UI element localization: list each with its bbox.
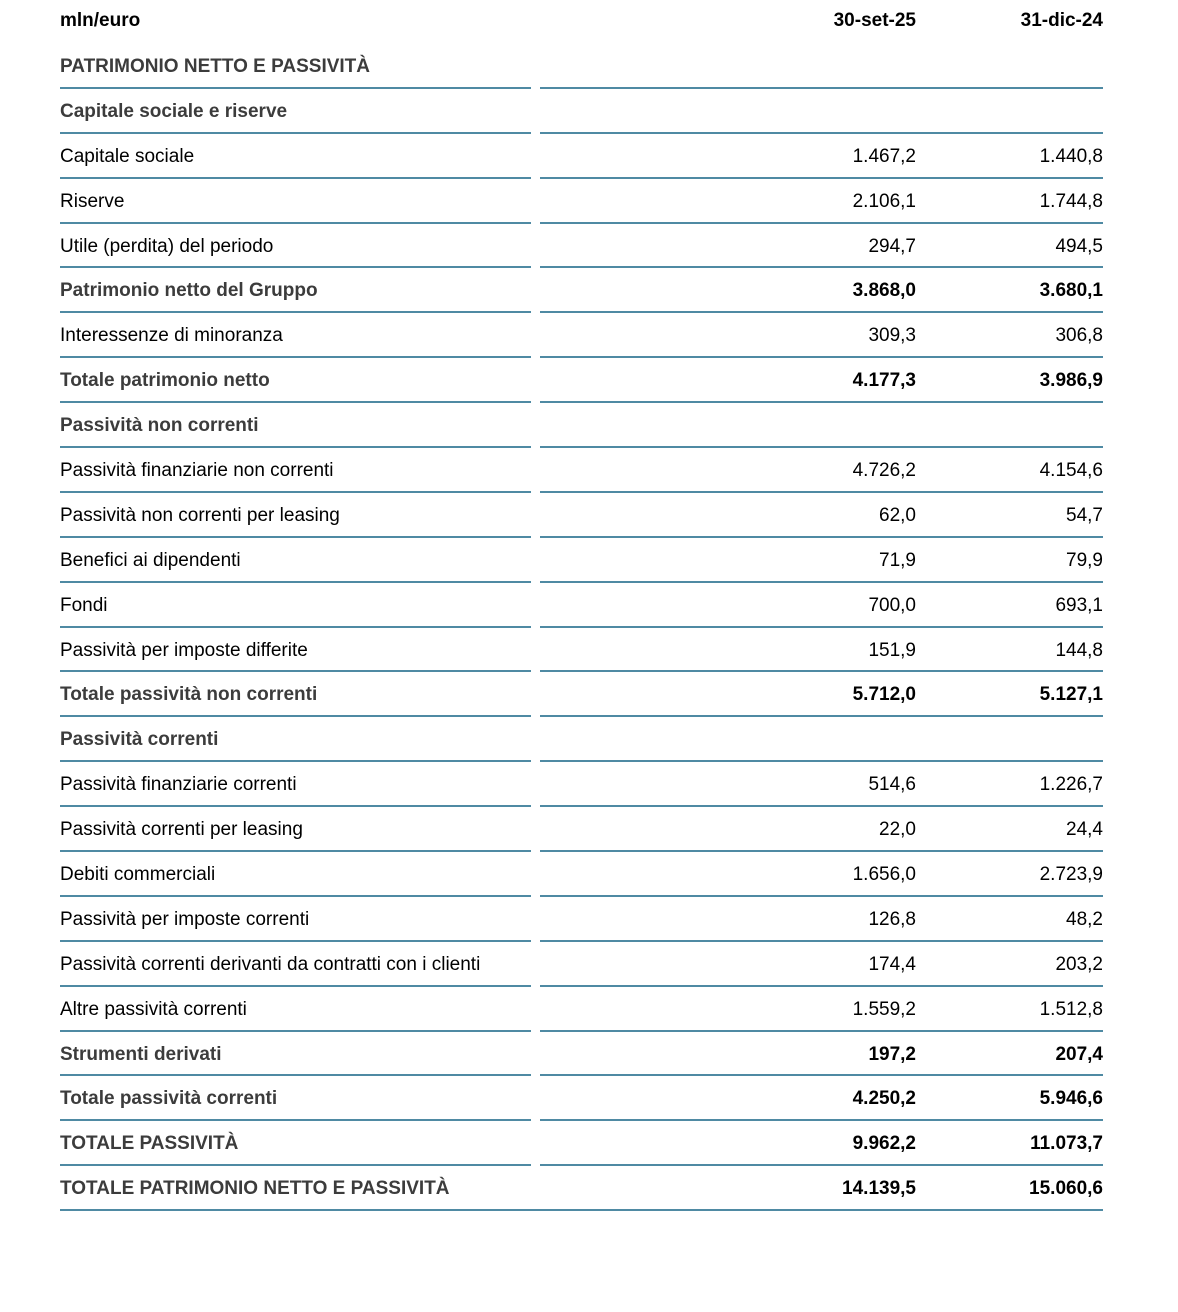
row-divider-left — [60, 1209, 1103, 1211]
row-label: Passività per imposte differite — [60, 639, 308, 661]
value-30-set-25: 1.559,2 — [852, 998, 916, 1020]
value-31-dic-24: 1.744,8 — [1039, 190, 1103, 212]
row-label: PATRIMONIO NETTO E PASSIVITÀ — [60, 56, 371, 77]
value-30-set-25: 22,0 — [879, 819, 916, 841]
value-30-set-25: 5.712,0 — [852, 684, 916, 706]
value-30-set-25: 151,9 — [868, 639, 916, 661]
value-31-dic-24: 3.680,1 — [1039, 280, 1103, 302]
column-header-30-set-25: 30-set-25 — [833, 10, 916, 31]
value-31-dic-24: 48,2 — [1066, 908, 1103, 930]
row-label: Capitale sociale e riserve — [60, 100, 288, 122]
value-30-set-25: 4.726,2 — [852, 460, 916, 482]
row-label: Passività correnti per leasing — [60, 819, 303, 841]
row-label: Passività finanziarie correnti — [60, 774, 297, 796]
value-31-dic-24: 494,5 — [1055, 235, 1103, 257]
value-31-dic-24: 4.154,6 — [1039, 460, 1103, 482]
unit-label: mln/euro — [60, 10, 141, 31]
table-row — [0, 493, 1178, 538]
row-label: Passività correnti derivanti da contratti con i clienti — [60, 953, 481, 975]
section-header-row — [0, 717, 1178, 762]
row-label: Passività non correnti — [60, 415, 259, 437]
value-31-dic-24: 693,1 — [1055, 594, 1103, 616]
row-label: Totale passività correnti — [60, 1088, 278, 1110]
table-row — [0, 313, 1178, 358]
total-row — [0, 1076, 1178, 1121]
row-label: TOTALE PASSIVITÀ — [60, 1133, 239, 1155]
table-row — [0, 448, 1178, 493]
row-label: Strumenti derivati — [60, 1043, 222, 1065]
value-31-dic-24: 306,8 — [1055, 325, 1103, 347]
row-label: Capitale sociale — [60, 145, 195, 167]
row-label: Riserve — [60, 190, 125, 212]
value-30-set-25: 62,0 — [879, 504, 916, 526]
row-label: Debiti commerciali — [60, 864, 216, 886]
value-31-dic-24: 207,4 — [1055, 1043, 1103, 1065]
total-row — [0, 1166, 1178, 1211]
value-31-dic-24: 1.226,7 — [1039, 774, 1103, 796]
value-30-set-25: 126,8 — [868, 908, 916, 930]
row-label: Interessenze di minoranza — [60, 325, 283, 347]
row-label: Passività correnti — [60, 729, 219, 751]
value-31-dic-24: 1.440,8 — [1039, 145, 1103, 167]
row-label: Passività non correnti per leasing — [60, 504, 340, 526]
value-30-set-25: 1.467,2 — [852, 145, 916, 167]
column-header-31-dic-24: 31-dic-24 — [1020, 10, 1103, 31]
row-label: Passività per imposte correnti — [60, 908, 310, 930]
row-label: Utile (perdita) del periodo — [60, 235, 274, 257]
row-label: Patrimonio netto del Gruppo — [60, 280, 318, 302]
total-row — [0, 1032, 1178, 1077]
value-30-set-25: 197,2 — [868, 1043, 916, 1065]
value-30-set-25: 71,9 — [879, 549, 916, 571]
balance-sheet-table — [0, 44, 1178, 1211]
value-30-set-25: 174,4 — [868, 953, 916, 975]
table-header — [0, 8, 1178, 38]
value-30-set-25: 4.250,2 — [852, 1088, 916, 1110]
value-30-set-25: 309,3 — [868, 325, 916, 347]
value-30-set-25: 9.962,2 — [852, 1133, 916, 1155]
value-30-set-25: 700,0 — [868, 594, 916, 616]
value-30-set-25: 2.106,1 — [852, 190, 916, 212]
table-row — [0, 807, 1178, 852]
value-31-dic-24: 15.060,6 — [1029, 1178, 1103, 1200]
table-row — [0, 538, 1178, 583]
value-31-dic-24: 24,4 — [1066, 819, 1103, 841]
row-label: TOTALE PATRIMONIO NETTO E PASSIVITÀ — [60, 1178, 450, 1200]
section-header-row — [0, 44, 1178, 89]
table-row — [0, 134, 1178, 179]
value-31-dic-24: 144,8 — [1055, 639, 1103, 661]
value-31-dic-24: 5.946,6 — [1039, 1088, 1103, 1110]
table-row — [0, 583, 1178, 628]
table-row — [0, 179, 1178, 224]
table-row — [0, 897, 1178, 942]
section-header-row — [0, 403, 1178, 448]
value-31-dic-24: 5.127,1 — [1039, 684, 1103, 706]
row-label: Altre passività correnti — [60, 998, 247, 1020]
value-31-dic-24: 3.986,9 — [1039, 370, 1103, 392]
row-label: Totale passività non correnti — [60, 684, 318, 706]
table-row — [0, 942, 1178, 987]
total-row — [0, 1121, 1178, 1166]
section-header-row — [0, 89, 1178, 134]
value-30-set-25: 294,7 — [868, 235, 916, 257]
value-31-dic-24: 2.723,9 — [1039, 864, 1103, 886]
row-label: Passività finanziarie non correnti — [60, 460, 334, 482]
value-31-dic-24: 79,9 — [1066, 549, 1103, 571]
value-30-set-25: 4.177,3 — [852, 370, 916, 392]
table-row — [0, 987, 1178, 1032]
row-label: Benefici ai dipendenti — [60, 549, 241, 571]
value-31-dic-24: 54,7 — [1066, 504, 1103, 526]
table-row — [0, 852, 1178, 897]
row-label: Fondi — [60, 594, 108, 616]
table-row — [0, 762, 1178, 807]
value-30-set-25: 514,6 — [868, 774, 916, 796]
total-row — [0, 268, 1178, 313]
value-30-set-25: 3.868,0 — [852, 280, 916, 302]
total-row — [0, 672, 1178, 717]
table-row — [0, 224, 1178, 269]
value-31-dic-24: 203,2 — [1055, 953, 1103, 975]
table-row — [0, 628, 1178, 673]
value-30-set-25: 1.656,0 — [852, 864, 916, 886]
value-31-dic-24: 11.073,7 — [1030, 1133, 1103, 1155]
total-row — [0, 358, 1178, 403]
row-label: Totale patrimonio netto — [60, 370, 270, 392]
value-30-set-25: 14.139,5 — [842, 1178, 916, 1200]
value-31-dic-24: 1.512,8 — [1039, 998, 1103, 1020]
